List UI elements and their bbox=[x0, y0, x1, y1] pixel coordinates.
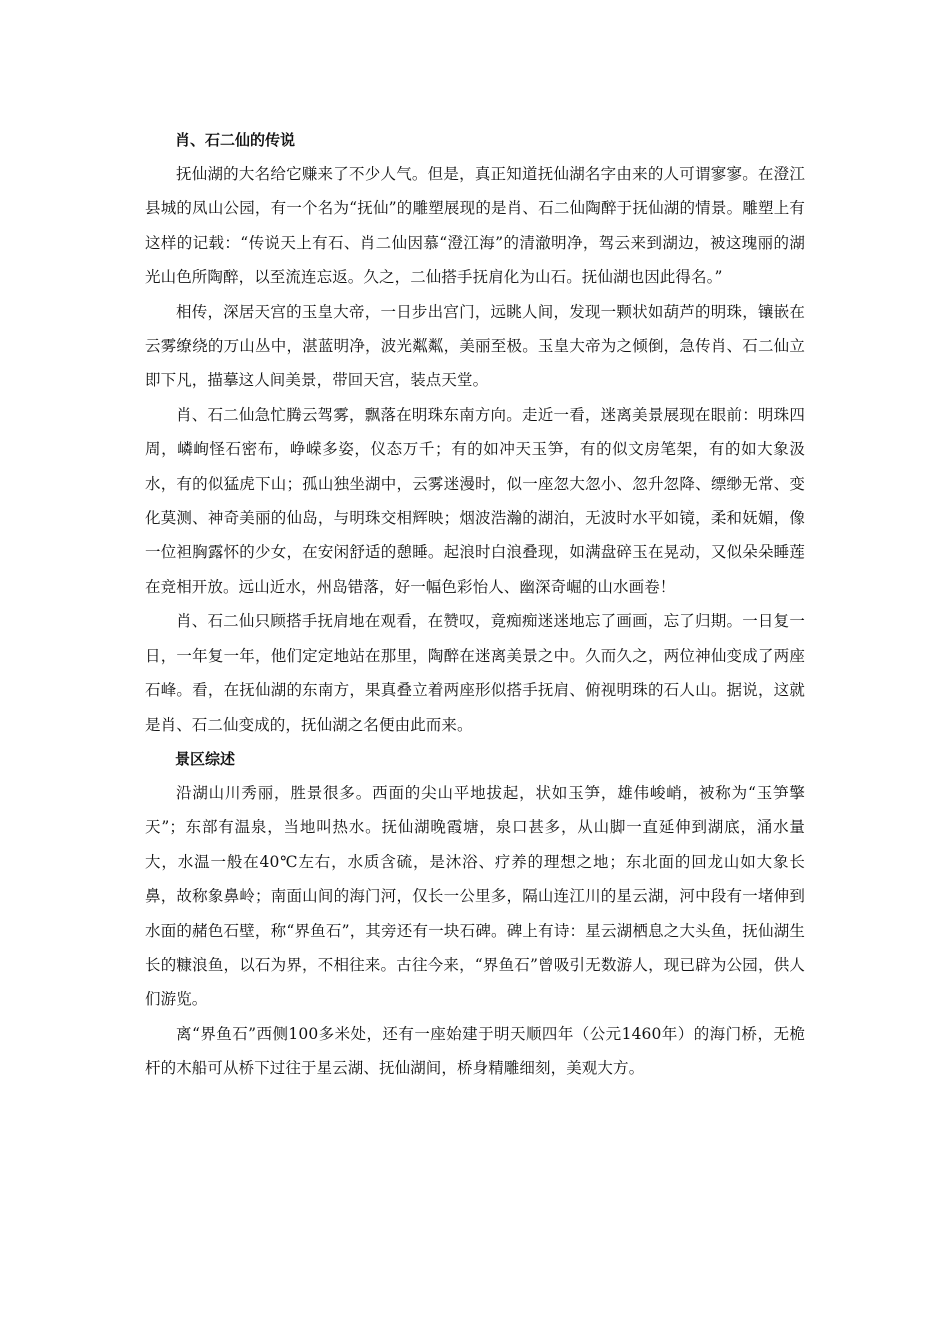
paragraph: 肖、石二仙只顾搭手抚肩地在观看，在赞叹，竟痴痴迷迷地忘了画画，忘了归期。一日复一日，一年复一年，他们定定地站在那里，陶醉在迷离美景之中。久而久之，两位神仙变成了两座石峰。看，在抚仙湖的东南方，果真叠立着两座形似搭手抚肩、俯视明珠的石人山。据说，这就是肖、石二仙变成的，抚仙湖之名便由此而来。 bbox=[145, 612, 805, 734]
paragraph: 抚仙湖的大名给它赚来了不少人气。但是，真正知道抚仙湖名字由来的人可谓寥寥。在澄江县城的凤山公园，有一个名为“抚仙”的雕塑展现的是肖、石二仙陶醉于抚仙湖的情景。雕塑上有这样的记载：“传说天上有石、肖二仙因慕“澄江海”的清澈明净，驾云来到湖边，被这瑰丽的湖光山色所陶醉，以至流连忘返。久之，二仙搭手抚肩化为山石。抚仙湖也因此得名。” bbox=[145, 165, 805, 287]
document-content bbox=[145, 123, 805, 1086]
paragraph: 沿湖山川秀丽，胜景很多。西面的尖山平地拔起，状如玉笋，雄伟峻峭，被称为“玉笋擎天”；东部有温泉，当地叫热水。抚仙湖晚霞塘，泉口甚多，从山脚一直延伸到湖底，涌水量大，水温一般在40℃左右，水质含硫，是沐浴、疗养的理想之地；东北面的回龙山如大象长鼻，故称象鼻岭；南面山间的海门河，仅长一公里多，隔山连江川的星云湖，河中段有一堵伸到水面的赭色石壁，称“界鱼石”，其旁还有一块石碑。碑上有诗：星云湖栖息之大头鱼，抚仙湖生长的糠浪鱼，以石为界，不相往来。古往今来，“界鱼石”曾吸引无数游人，现已辟为公园，供人们游览。 bbox=[145, 783, 805, 1009]
section-heading-legend: 肖、石二仙的传说 bbox=[175, 131, 296, 149]
paragraph: 相传，深居天宫的玉皇大帝，一日步出宫门，远眺人间，发现一颗状如葫芦的明珠，镶嵌在云雾缭绕的万山丛中，湛蓝明净，波光粼粼，美丽至极。玉皇大帝为之倾倒，急传肖、石二仙立即下凡，描摹这人间美景，带回天宫，装点天堂。 bbox=[145, 302, 805, 390]
section-heading-overview: 景区综述 bbox=[175, 749, 236, 768]
paragraph: 肖、石二仙急忙腾云驾雾，飘落在明珠东南方向。走近一看，迷离美景展现在眼前：明珠四周，嶙峋怪石密布，峥嵘多姿，仪态万千；有的如冲天玉笋，有的似文房笔架，有的如大象汲水，有的似猛虎下山；孤山独坐湖中，云雾迷漫时，似一座忽大忽小、忽升忽降、缥缈无常、变化莫测、神奇美丽的仙岛，与明珠交相辉映；烟波浩瀚的湖泊，无波时水平如镜，柔和妩媚，像一位袒胸露怀的少女，在安闲舒适的憩睡。起浪时白浪叠现，如满盘碎玉在晃动，又似朵朵睡莲在竞相开放。远山近水，州岛错落，好一幅色彩怡人、幽深奇崛的山水画卷！ bbox=[145, 405, 805, 596]
paragraph: 离“界鱼石”西侧100多米处，还有一座始建于明天顺四年（公元1460年）的海门桥，无桅杆的木船可从桥下过往于星云湖、抚仙湖间，桥身精雕细刻，美观大方。 bbox=[145, 1024, 805, 1078]
